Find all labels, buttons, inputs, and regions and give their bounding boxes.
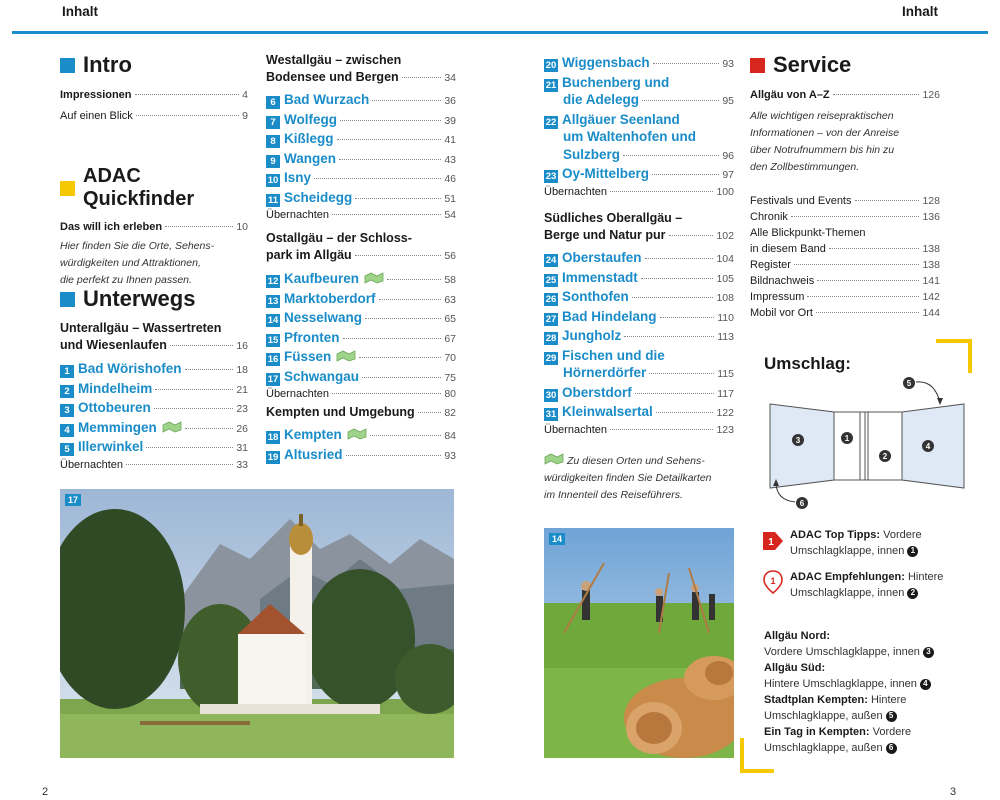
umschlag-legend — [762, 527, 972, 601]
umschlag-heading — [764, 354, 904, 374]
service-title: Service — [773, 52, 852, 77]
place-entry-22[interactable]: 22 Allgäuer Seenland — [545, 111, 680, 128]
svg-text:3: 3 — [795, 436, 801, 445]
place-entry-12[interactable]: 12 Kaufbeuren 58 — [267, 271, 456, 287]
unterwegs-heading — [60, 286, 248, 312]
service-heading — [750, 52, 940, 78]
svg-text:4: 4 — [925, 442, 931, 451]
photo-church-mountains — [60, 489, 454, 758]
svg-text:6: 6 — [799, 499, 805, 508]
corner-mark-bottom-vertical — [740, 738, 744, 773]
legend-empfehlungen: 1 ADAC Empfehlungen: Hintere Umschlagklappe, innen 2 — [762, 569, 972, 601]
quickfinder-description: Hier finden Sie die Orte, Sehens- würdigkeiten und Attraktionen, die perfekt zu Ihnen passen. — [60, 240, 215, 286]
toc-leader — [136, 115, 239, 116]
toc-entry-uebernachten[interactable]: Übernachten 123 — [544, 423, 734, 436]
place-entry-31[interactable]: 31 Kleinwalsertal 122 — [545, 404, 734, 420]
toc-entry-auf-einen-blick[interactable] — [60, 109, 248, 130]
header-left-title: Inhalt — [62, 4, 98, 19]
toc-label: Das will ich erleben — [60, 221, 163, 233]
svg-text:1: 1 — [770, 576, 776, 586]
unterwegs-title: Unterwegs — [83, 286, 196, 311]
svg-text:2: 2 — [882, 452, 888, 461]
place-entry-6[interactable]: 6 Bad Wurzach 36 — [266, 91, 456, 111]
region-heading-ostallgaeu-line2[interactable]: park im Allgäu 56 — [266, 248, 456, 262]
toc-entry-das-will-ich-erleben[interactable] — [60, 220, 248, 238]
svg-text:5: 5 — [906, 379, 912, 388]
place-entry-25[interactable]: 25 Immenstadt 105 — [545, 269, 734, 286]
ostallgaeu-section — [266, 230, 456, 405]
place-entry-28[interactable]: 28 Jungholz 113 — [545, 328, 734, 344]
place-entry-5[interactable]: 5 Illerwinkel 31 — [60, 438, 248, 458]
toc-page: 9 — [242, 110, 248, 122]
toc-entry-chronik[interactable]: Chronik 136 — [750, 211, 940, 223]
region-heading-westallgaeu[interactable]: Westallgäu – zwischen — [266, 53, 402, 67]
map-icon — [364, 272, 384, 284]
corner-mark-top-vertical — [968, 339, 972, 373]
top-tipp-icon — [762, 529, 784, 553]
region-heading-unterallgaeu[interactable]: Unterallgäu – Wassertreten — [60, 321, 222, 335]
toc-entry-blickpunkt-cont[interactable]: in diesem Band 138 — [750, 243, 940, 255]
photo-alphorn-players — [544, 528, 734, 758]
photo-number-badge: 14 — [549, 533, 565, 545]
toc-page: 16 — [236, 340, 248, 352]
place-entry-17[interactable]: 17 Schwangau 75 — [267, 368, 456, 385]
unterwegs-section — [60, 286, 248, 475]
place-entry-24[interactable]: 24 Oberstaufen 104 — [545, 250, 734, 266]
toc-entry-uebernachten[interactable]: Übernachten 80 — [266, 388, 456, 400]
toc-entry-bildnachweis[interactable]: Bildnachweis 141 — [750, 275, 940, 287]
place-entry-2[interactable]: 2 Mindelheim 21 — [60, 380, 248, 400]
kempten-section — [266, 404, 456, 465]
place-entry-19[interactable]: 19 Altusried 93 — [267, 446, 456, 463]
place-entry-13[interactable]: 13 Marktoberdorf 63 — [267, 290, 456, 307]
toc-page: 4 — [242, 89, 248, 101]
place-entry-20[interactable]: 20 Wiggensbach 93 — [545, 55, 734, 71]
toc-label: Impressionen — [60, 89, 132, 101]
suedliches-section — [544, 210, 734, 441]
alphorn-photo-illustration — [544, 528, 734, 758]
map-icon — [162, 421, 182, 433]
place-entry-27[interactable]: 27 Bad Hindelang 110 — [545, 308, 734, 325]
map-icon — [544, 453, 564, 465]
corner-mark-top — [936, 339, 972, 343]
place-entry-10[interactable]: 10 Isny 46 — [267, 170, 456, 186]
place-entry-18[interactable]: 18 Kempten 84 — [267, 427, 456, 443]
svg-text:1: 1 — [844, 434, 850, 443]
page-number-left: 2 — [42, 786, 49, 798]
toc-entry-uebernachten[interactable]: Übernachten 33 — [60, 458, 248, 471]
place-entry-22-cont2[interactable]: Sulzberg 96 — [563, 146, 734, 162]
map-icon — [347, 428, 367, 440]
toc-entry-festivals[interactable]: Festivals und Events 128 — [750, 195, 940, 207]
quickfinder-section — [60, 165, 248, 289]
cover-flap-left — [770, 404, 834, 488]
toc-leader — [135, 94, 240, 95]
region-heading-ostallgaeu[interactable]: Ostallgäu – der Schloss- — [266, 231, 412, 245]
service-square-icon — [750, 58, 765, 73]
map-icon — [336, 350, 356, 362]
column-1 — [60, 52, 248, 130]
umschlag-maps-legend: Allgäu Nord: Vordere Umschlagklappe, innen 3 Allgäu Süd: Hintere Umschlagklappe, innen 4 Stadtplan Kempten: Hintere Umschlagklappe, außen 5 Ein Tag in Kempten: Vordere Umschlagklappe, außen 6 — [764, 628, 974, 756]
service-list — [750, 194, 940, 322]
place-entry-7[interactable]: 7 Wolfegg 39 — [266, 111, 456, 131]
header-right-title: Inhalt — [902, 4, 938, 19]
intro-heading — [60, 52, 248, 78]
church-photo-illustration — [60, 489, 454, 758]
column-2 — [266, 52, 456, 226]
place-entry-8[interactable]: 8 Kißlegg 41 — [266, 130, 456, 150]
place-entry-16[interactable]: 16 Füssen 70 — [267, 349, 456, 365]
toc-entry-uebernachten[interactable]: Übernachten 54 — [266, 209, 456, 221]
region-heading-unterallgaeu-line2[interactable]: und Wiesenlaufen 16 — [60, 337, 248, 355]
place-entry-29[interactable]: 29 Fischen und die — [545, 347, 665, 364]
place-entry-4[interactable]: 4 Memmingen 26 — [60, 419, 248, 439]
svg-text:1: 1 — [768, 537, 774, 548]
toc-entry-impressionen[interactable] — [60, 88, 248, 109]
place-entry-29-cont[interactable]: Hörnerdörfer 115 — [563, 365, 734, 380]
place-entry-30[interactable]: 30 Oberstdorf 117 — [545, 384, 734, 401]
header-rule — [12, 31, 988, 34]
umschlag-title: Umschlag: — [764, 354, 851, 373]
place-entry-22-cont[interactable]: um Waltenhofen und — [563, 129, 696, 144]
map-pin-icon — [762, 569, 784, 595]
place-entry-14[interactable]: 14 Nesselwang 65 — [267, 310, 456, 326]
region-heading-suedliches[interactable]: Südliches Oberallgäu – — [544, 211, 683, 225]
cover-fold-diagram — [762, 374, 972, 514]
column-4 — [750, 52, 940, 322]
photo-number-badge: 17 — [65, 494, 81, 506]
legend-top-tipps: 1 ADAC Top Tipps: Vordere Umschlagklappe, innen 1 — [762, 527, 972, 559]
toc-label: Auf einen Blick — [60, 110, 133, 122]
place-entry-23[interactable]: 23 Oy-Mittelberg 97 — [545, 166, 734, 182]
place-entry-26[interactable]: 26 Sonthofen 108 — [545, 289, 734, 305]
toc-entry-impressum[interactable]: Impressum 142 — [750, 291, 940, 303]
intro-square-icon — [60, 58, 75, 73]
region-heading-suedliches-line2[interactable]: Berge und Natur pur 102 — [544, 228, 734, 242]
place-entry-15[interactable]: 15 Pfronten 67 — [267, 329, 456, 346]
toc-entry-register[interactable]: Register 138 — [750, 259, 940, 271]
page-number-right: 3 — [950, 786, 957, 798]
toc-entry-mobil-vor-ort[interactable]: Mobil vor Ort 144 — [750, 307, 940, 319]
place-entry-21[interactable]: 21 Buchenberg und — [545, 74, 670, 91]
quickfinder-title: ADAC Quickfinder — [83, 165, 195, 210]
toc-entry-uebernachten[interactable]: Übernachten 100 — [544, 185, 734, 198]
place-entry-9[interactable]: 9 Wangen 43 — [266, 150, 456, 170]
region-heading-westallgaeu-line2[interactable]: Bodensee und Bergen 34 — [266, 70, 456, 84]
quickfinder-square-icon — [60, 181, 75, 196]
map-note: Zu diesen Orten und Sehens- würdigkeiten finden Sie Detailkarten im Innenteil des Reiseführers. — [544, 455, 712, 501]
toc-page: 10 — [236, 221, 248, 233]
toc-entry-allgaeu-a-z[interactable]: Allgäu von A–Z 126 — [750, 89, 940, 101]
toc-entry-blickpunkt[interactable]: Alle Blickpunkt-Themen — [750, 227, 866, 239]
place-entry-3[interactable]: 3 Ottobeuren 23 — [60, 399, 248, 419]
corner-mark-bottom — [740, 769, 774, 773]
place-entry-11[interactable]: 11 Scheidegg 51 — [267, 189, 456, 206]
unterwegs-square-icon — [60, 292, 75, 307]
column-3 — [544, 54, 734, 203]
intro-title: Intro — [83, 52, 132, 77]
place-entry-1[interactable]: 1 Bad Wörishofen 18 — [60, 360, 248, 380]
place-entry-21-cont[interactable]: die Adelegg 95 — [563, 92, 734, 107]
region-heading-kempten[interactable]: Kempten und Umgebung 82 — [266, 405, 456, 419]
toc-leader — [165, 226, 233, 227]
quickfinder-heading — [60, 165, 248, 211]
service-description: Alle wichtigen reisepraktischen Informationen – von der Anreise über Notrufnummern bis hin zu den Zollbestimmungen. — [750, 110, 900, 173]
